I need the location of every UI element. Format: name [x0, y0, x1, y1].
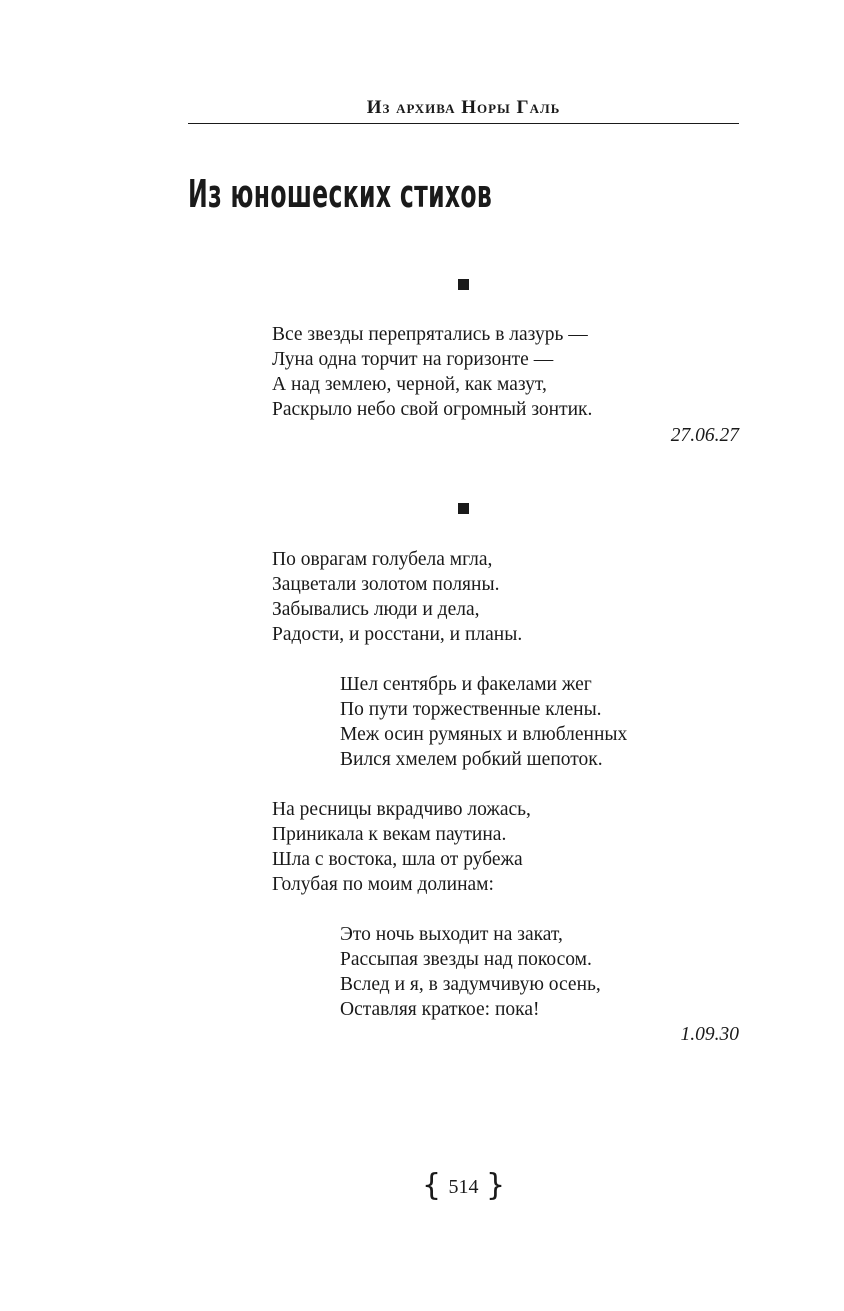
verse-line: Забывались люди и дела,: [272, 599, 480, 620]
verse-line: А над землею, черной, как мазут,: [272, 374, 547, 395]
poem-2-stanza-1: [272, 547, 522, 647]
verse-line: На ресницы вкрадчиво ложась,: [272, 799, 531, 820]
verse-line: Раскрыло небо свой огромный зонтик.: [272, 399, 593, 420]
poem-2-stanza-3: [272, 797, 531, 897]
verse-line: Радости, и росстани, и планы.: [272, 624, 523, 645]
page-number-value: 514: [448, 1176, 479, 1198]
verse-line: По оврагам голубела мгла,: [272, 549, 493, 570]
section-separator: [458, 279, 469, 290]
verse-line: Шла с востока, шла от рубежа: [272, 849, 523, 870]
poem-1-stanza-1: [272, 322, 592, 422]
page-number: [0, 1168, 844, 1205]
verse-line: Луна одна торчит на горизонте —: [272, 349, 554, 370]
verse-line: Голубая по моим долинам:: [272, 874, 494, 895]
verse-line: Все звезды перепрятались в лазурь —: [272, 324, 588, 345]
poem-2-stanza-4: [340, 922, 601, 1022]
folio-open-brace: {: [422, 1168, 441, 1203]
verse-line: По пути торжественные клены.: [340, 699, 602, 720]
verse-line: Шел сентябрь и факелами жег: [340, 674, 592, 695]
verse-line: Приникала к векам паутина.: [272, 824, 507, 845]
header-rule: [188, 123, 739, 124]
section-separator: [458, 503, 469, 514]
chapter-title: Из юношеских стихов: [188, 172, 493, 216]
folio-close-brace: }: [486, 1168, 505, 1203]
poem-2-date: 1.09.30: [680, 1024, 739, 1045]
verse-line: Вился хмелем робкий шепоток.: [340, 749, 603, 770]
verse-line: Рассыпая звезды над покосом.: [340, 949, 592, 970]
running-head: Из архива Норы Галь: [366, 97, 561, 118]
poem-2-stanza-2: [340, 672, 627, 772]
verse-line: Вслед и я, в задумчивую осень,: [340, 974, 601, 995]
verse-line: Оставляя краткое: пока!: [340, 999, 540, 1020]
verse-line: Зацветали золотом поляны.: [272, 574, 500, 595]
poem-1-date: 27.06.27: [670, 425, 739, 446]
verse-line: Меж осин румяных и влюбленных: [340, 724, 628, 745]
verse-line: Это ночь выходит на закат,: [340, 924, 563, 945]
